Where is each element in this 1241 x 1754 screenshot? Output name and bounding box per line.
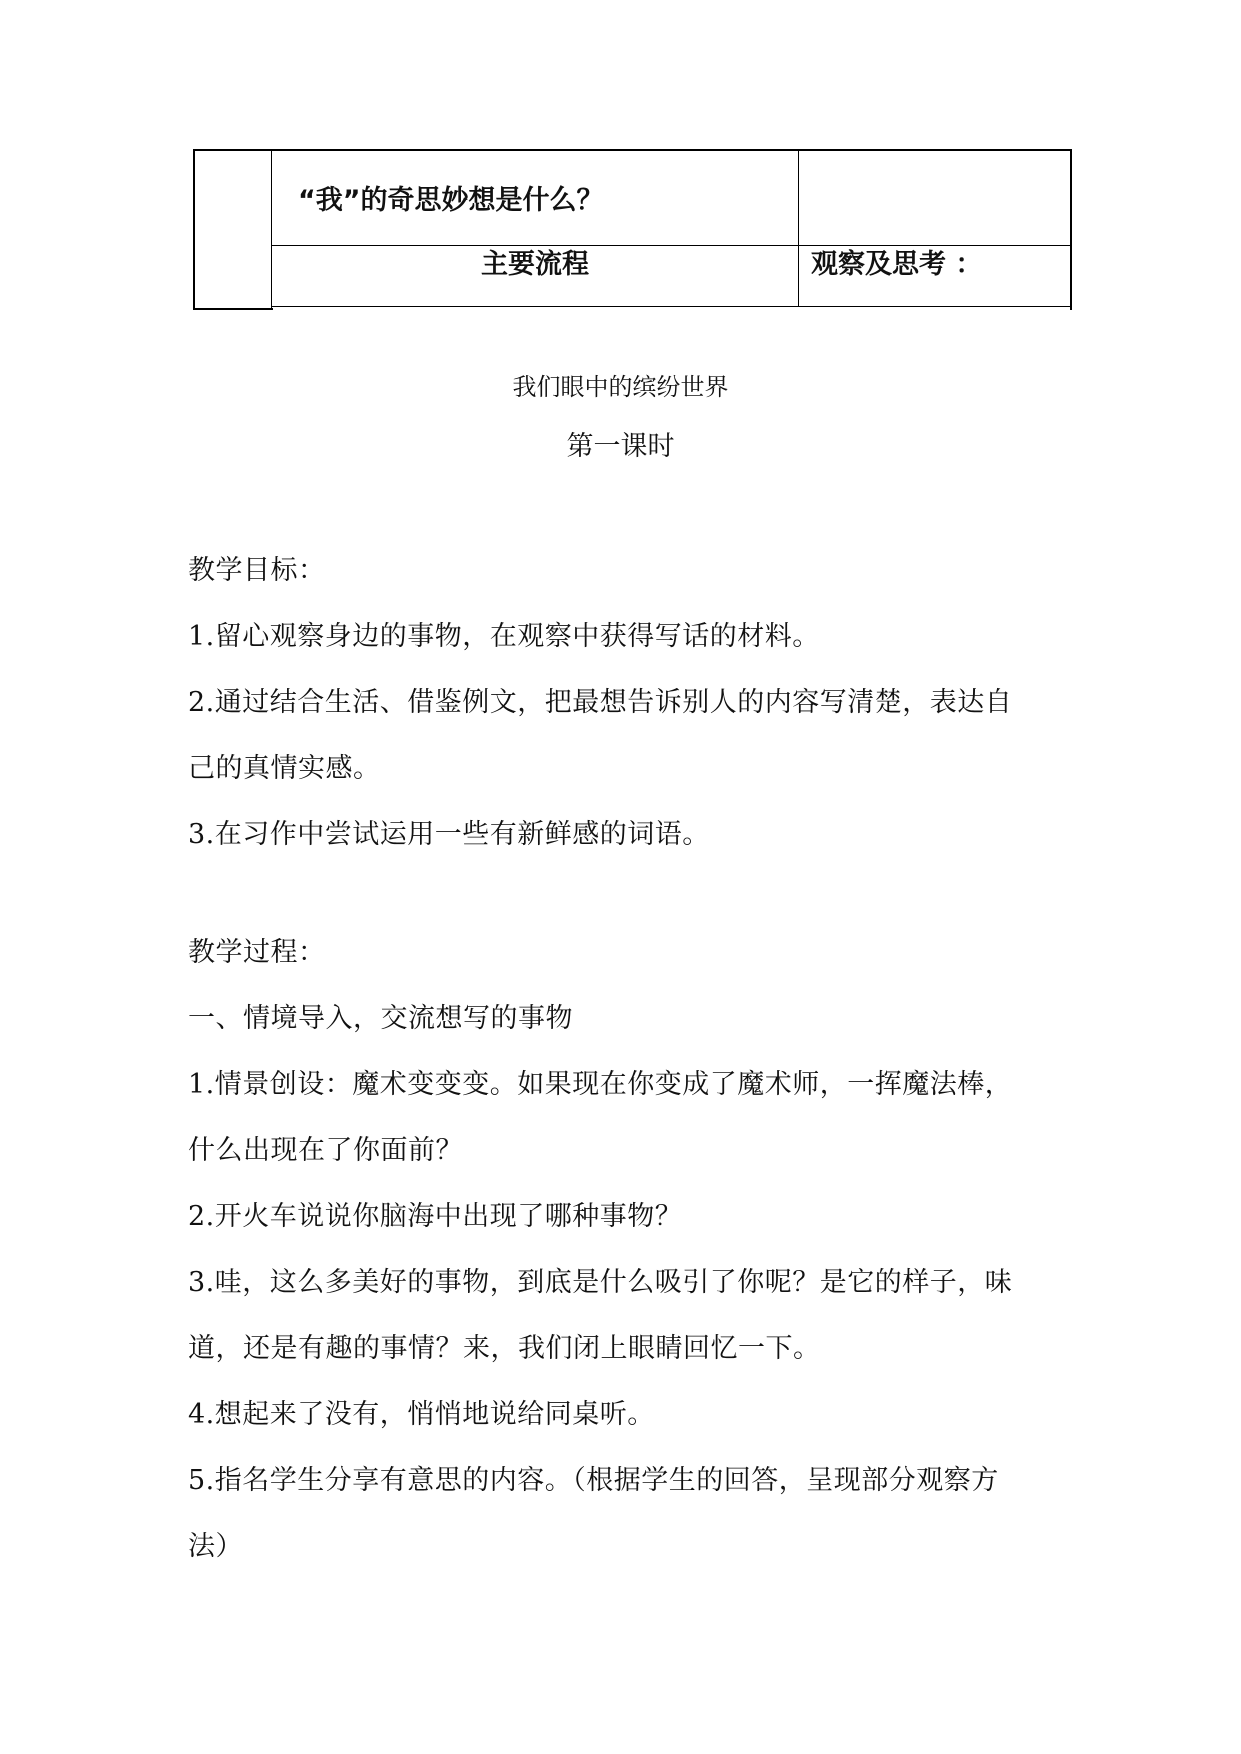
objective-line: 己的真情实感。 [188,753,381,784]
table-divider-vertical-1 [271,149,272,309]
objective-line: 1.留心观察身边的事物，在观察中获得写话的材料。 [188,621,820,652]
process-line: 4.想起来了没有，悄悄地说给同桌听。 [188,1399,655,1430]
process-line: 道，还是有趣的事情？来，我们闭上眼睛回忆一下。 [188,1333,821,1364]
table-divider-vertical-2 [798,149,799,307]
table-header-main-flow: 主要流程 [481,249,589,280]
process-heading: 教学过程： [188,937,326,968]
table-border-top [193,149,1072,151]
objectives-heading: 教学目标： [188,555,326,586]
table-border-bottom [271,306,1072,307]
process-line: 法） [188,1531,243,1562]
process-line: 什么出现在了你面前？ [188,1135,463,1166]
table-header-observe: 观察及思考 ： [811,249,983,280]
table-border-right [1070,149,1072,310]
table-border-left [193,149,195,310]
objective-line: 2.通过结合生活、借鉴例文，把最想告诉别人的内容写清楚，表达自 [188,687,1013,718]
objectives-section [188,538,1068,868]
table-question: “我”的奇思妙想是什么？ [298,185,604,216]
page-title: 我们眼中的缤纷世界 [512,373,729,401]
process-line: 一、情境导入，交流想写的事物 [188,1003,573,1034]
process-line: 1.情景创设：魔术变变变。如果现在你变成了魔术师，一挥魔法棒， [188,1069,1013,1100]
process-line: 2.开火车说说你脑海中出现了哪种事物？ [188,1201,683,1232]
header-table [193,149,1072,310]
process-line: 5.指名学生分享有意思的内容。（根据学生的回答，呈现部分观察方 [188,1465,999,1496]
process-line: 3.哇，这么多美好的事物，到底是什么吸引了你呢？是它的样子，味 [188,1267,1013,1298]
table-divider-horizontal [271,245,1072,246]
table-border-bottom-left [193,308,273,310]
page-subtitle: 第一课时 [566,431,675,462]
objective-line: 3.在习作中尝试运用一些有新鲜感的词语。 [188,819,710,850]
process-section [188,920,1068,1580]
